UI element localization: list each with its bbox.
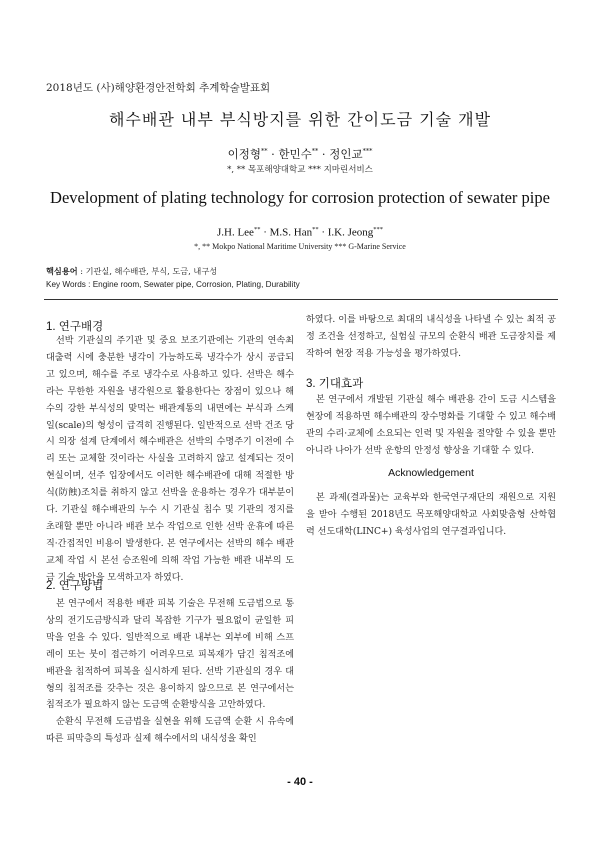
author-en-2-mark: ** — [312, 226, 319, 233]
korean-authors — [0, 146, 600, 162]
author-3: 정인교 — [329, 147, 363, 161]
keywords-korean — [46, 266, 217, 277]
author-en-2: · M.S. Han — [260, 226, 313, 239]
keywords-korean-label: 핵심용어 — [46, 266, 78, 276]
english-title: Development of plating technology for corrosion protection of sewater pipe — [50, 188, 550, 207]
author-1: 이정형 — [227, 147, 261, 161]
keywords-english-label: Key Words — [46, 280, 86, 289]
conference-header: 2018년도 (사)해양환경안전학회 추계학술발표회 — [46, 82, 271, 94]
english-authors — [0, 226, 600, 239]
section-1-heading: 1. 연구배경 — [46, 321, 104, 333]
author-en-1-mark: ** — [253, 226, 261, 233]
section-3-body — [306, 392, 556, 460]
section-1-body — [46, 333, 294, 587]
author-sep-2: · — [318, 147, 330, 161]
author-1-mark: ** — [260, 147, 268, 156]
author-2: 한민수 — [278, 147, 312, 161]
section-2-heading: 2. 연구방법 — [46, 580, 104, 592]
korean-title: 해수배관 내부 부식방지를 위한 간이도금 기술 개발 — [108, 110, 492, 129]
author-en-3: · I.K. Jeong — [318, 226, 374, 239]
acknowledgement-heading: Acknowledgement — [388, 467, 474, 479]
author-en-3-mark: *** — [373, 226, 384, 233]
author-3-mark: *** — [362, 147, 373, 156]
right-column-continuation — [306, 312, 556, 363]
header-divider — [44, 299, 558, 300]
section-2-paragraph-1: 본 연구에서 적용한 배관 피복 기술은 무전해 도금법으로 통상의 전기도금방식과 달리 복잡한 기구가 필요없이 균일한 피막을 얻을 수 있다. 일반적으로 배관 내부는 외부에 비해 스프레이 또는 붓이 접근하기 어려우므로 피복재가 담긴 침적조에 배관을 침적하여 피복을 실시하게 된다. 선박 기관실의 경우 대형의 침적조를 갖추는 것은 용이하지 않으므로 본 연구에서는 침적조가 필요하지 않는 도금액 순환방식을 고안하였다. — [46, 599, 294, 711]
section-2-body — [46, 596, 294, 748]
author-2-mark: ** — [311, 147, 319, 156]
section-2-paragraph-2: 순환식 무전해 도금법을 실현을 위해 도금액 순환 시 유속에 따른 피막층의 특성과 실제 해수에서의 내식성을 확인 — [46, 717, 294, 745]
section-3-paragraph: 본 연구에서 개발된 기관실 해수 배관용 간이 도금 시스템을 현장에 적용하면 해수배관의 장수명화를 기대할 수 있고 해수배관의 수리·교체에 소요되는 인력 및 자원을 절약할 수 있을 뿐만 아니라 나아가 선박 운항의 안정성 향상을 기대할 수 있다. — [306, 395, 556, 456]
keywords-english-text: : Engine room, Sewater pipe, Corrosion, Plating, Durability — [85, 280, 300, 289]
continuation-paragraph: 하였다. 이를 바탕으로 최대의 내식성을 나타낼 수 있는 최적 공정 조건을 선정하고, 실험실 규모의 순환식 배관 도금장치를 제작하여 현장 적용 가능성을 평가하였다. — [306, 315, 556, 359]
korean-affiliation: *, ** 목포해양대학교 *** 지마린서비스 — [227, 165, 373, 175]
page-number: - 40 - — [287, 776, 313, 788]
english-affiliation: *, ** Mokpo National Maritime University *** G-Marine Service — [194, 242, 406, 251]
author-en-1: J.H. Lee — [216, 226, 254, 239]
section-3-heading: 3. 기대효과 — [306, 378, 364, 390]
keywords-korean-text: : 기관실, 해수배관, 부식, 도금, 내구성 — [77, 266, 218, 276]
author-sep-1: · — [267, 147, 279, 161]
acknowledgement-paragraph: 본 과제(결과물)는 교육부와 한국연구재단의 재원으로 지원을 받아 수행된 2018년도 목포해양대학교 사회맞춤형 산학협력 선도대학(LINC+) 육성사업의 연구결과입니다. — [306, 493, 556, 537]
section-1-paragraph: 선박 기관실의 주기관 및 중요 보조기관에는 기관의 연속최대출력 시에 충분한 냉각이 가능하도록 냉각수가 상시 공급되고 있으며, 해수를 주로 냉각수로 사용하고 있다. 선박은 해수라는 무한한 자원을 냉각원으로 활용한다는 장점이 있으나 해수의 강한 부식성의 맞먹는 배관계통의 내면에는 부식과 스케일(scale)의 형성이 급격히 진행된다. 일반적으로 선박 건조 당시 의장 설계 단계에서 해수배관은 선박의 수명주기 이전에 수리 또는 교체할 것이라는 사실을 고려하지 않고 설계되는 것이 현실이며, 선주 입장에서도 이러한 해수배관에 대해 적절한 방식(防蝕)조치를 취하지 않고 선박을 운용하는 경우가 대부분이다. 기관실 해수배관의 누수 시 기관실 침수 및 기관의 정지를 초래할 뿐만 아니라 배관 보수 작업으로 인한 선박 운휴에 따른 직·간접적인 비용이 발생한다. 본 연구에서는 선박의 해수 배관 교체 작업 시 본선 승조원에 의해 작업 가능한 배관 내부의 도금 기술 방안을 모색하고자 하였다. — [46, 336, 294, 583]
acknowledgement-body — [306, 490, 556, 541]
keywords-english — [46, 280, 300, 289]
